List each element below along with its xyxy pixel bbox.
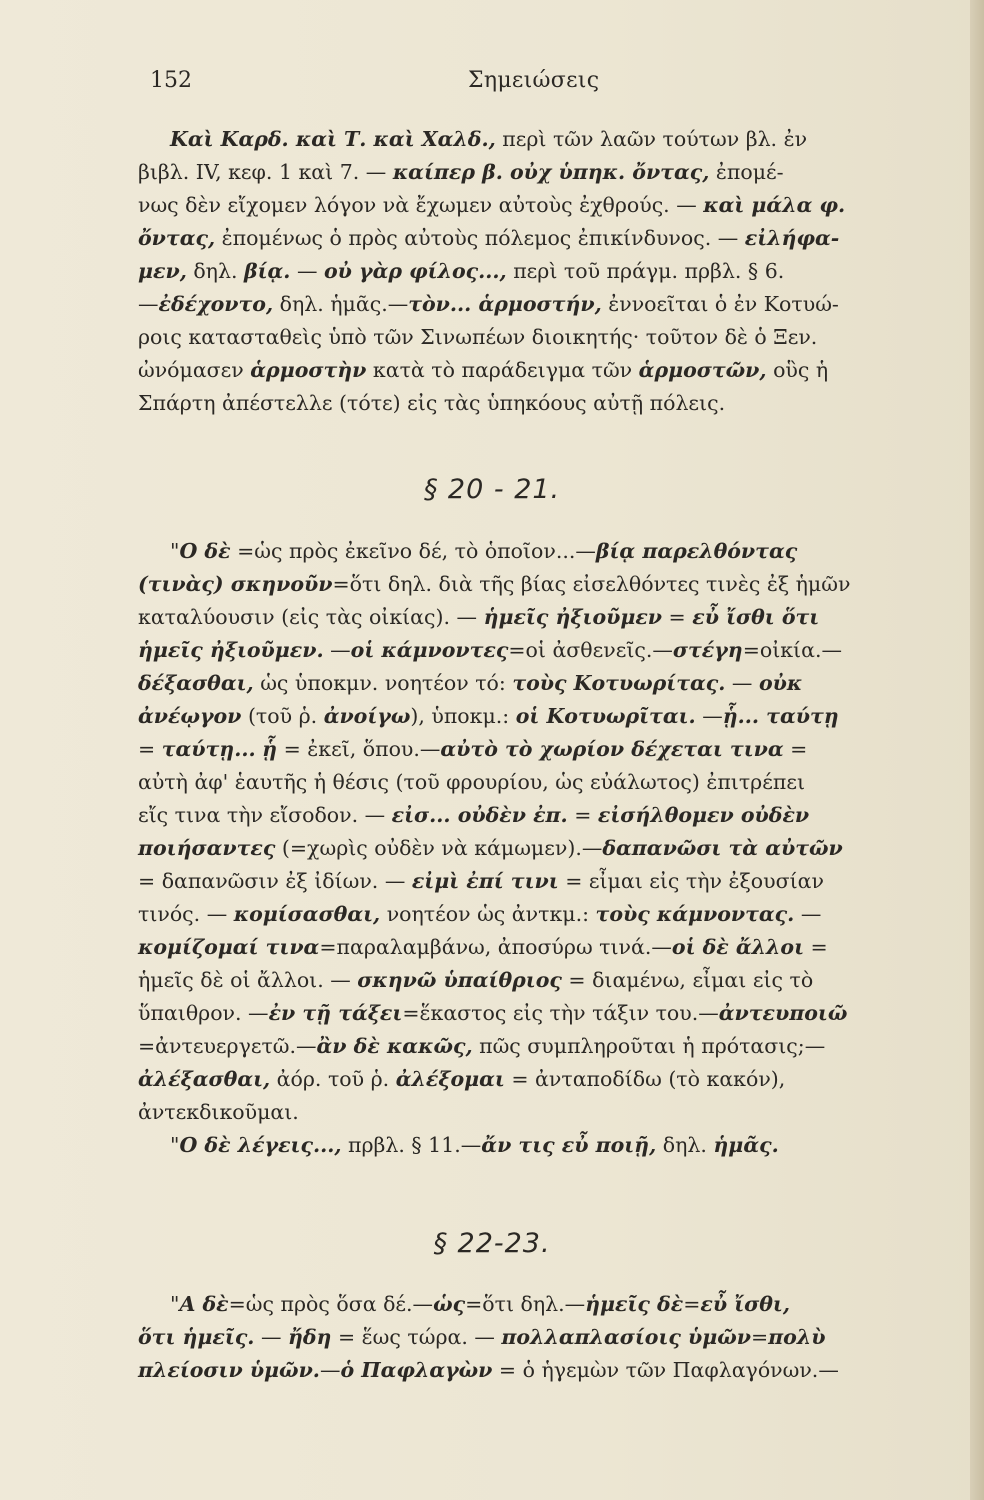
plain-text: =: [783, 737, 808, 761]
bold-term: καὶ μάλα φ.: [703, 193, 846, 217]
bold-term: εἰμὶ ἐπί τινι: [411, 869, 559, 893]
bold-term: ἡμεῖς ἠξιοῦμεν: [483, 605, 663, 629]
bold-term: ἀλέξασθαι,: [138, 1067, 271, 1091]
text-line: [138, 964, 938, 997]
plain-text: ἐννοεῖται ὁ ἐν Κοτυώ-: [601, 292, 839, 316]
plain-text: —: [695, 704, 723, 728]
plain-text: νοητέον ὡς ἀντκμ.:: [380, 902, 596, 926]
plain-text: ἡμεῖς δὲ οἱ ἄλλοι. —: [138, 968, 358, 992]
bold-term: ἡμεῖς ἠξιοῦμεν.: [138, 638, 324, 662]
bold-term: μεν,: [138, 259, 187, 283]
bold-term: ὡς: [433, 1292, 466, 1316]
plain-text: περὶ τοῦ πράγμ. πρβλ. § 6.: [506, 259, 785, 283]
text-line: [138, 354, 938, 387]
bold-term: ᾗ: [262, 737, 278, 761]
plain-text: =: [662, 605, 693, 629]
text-line: [138, 1288, 938, 1321]
bold-term: δαπανῶσι τὰ αὐτῶν: [602, 836, 843, 860]
bold-term: βίᾳ παρελθόντας: [595, 539, 798, 563]
bold-term: ἀντευποιῶ: [718, 1001, 848, 1025]
text-line: [138, 255, 938, 288]
bold-term: Καὶ Καρδ. καὶ Τ. καὶ Χαλδ.,: [170, 127, 496, 151]
page-number: 152: [150, 68, 192, 93]
plain-text: (=χωρὶς οὐδὲν νὰ κάμωμεν).—: [275, 836, 603, 860]
bold-term: εἰλήφα-: [744, 226, 840, 250]
plain-text: = ἕως τώρα. —: [331, 1325, 502, 1349]
text-line: [138, 733, 938, 766]
plain-text: ὡς ὑποκμν. νοητέον τό:: [253, 671, 513, 695]
section-heading-20-21: § 20 - 21.: [423, 474, 561, 505]
plain-text: ": [170, 1133, 180, 1157]
text-line: [138, 288, 938, 321]
plain-text: (τοῦ ῥ.: [241, 704, 324, 728]
plain-text: =: [683, 1292, 701, 1316]
plain-text: πρβλ. § 11.—: [341, 1133, 482, 1157]
plain-text: =οἰκία.—: [742, 638, 842, 662]
bold-term: σκηνῶ ὑπαίθριος: [357, 968, 562, 992]
bold-term: ἄν τις εὖ ποιῇ,: [481, 1133, 657, 1157]
bold-term: οἱ δὲ ἄλλοι: [671, 935, 805, 959]
text-line: [138, 535, 938, 568]
text-line: [138, 568, 938, 601]
bold-term: ὅτι ἡμεῖς.: [138, 1325, 255, 1349]
bold-term: ποιήσαντες: [138, 836, 276, 860]
plain-text: —: [138, 292, 159, 316]
text-line: [138, 865, 938, 898]
text-line: [138, 123, 938, 156]
text-line: [138, 799, 938, 832]
bold-term: βίᾳ.: [244, 259, 291, 283]
bold-term: ἡμεῖς δὲ: [585, 1292, 684, 1316]
plain-text: =: [750, 1325, 769, 1349]
plain-text: = διαμένω, εἶμαι εἰς τὸ: [561, 968, 814, 992]
bold-term: πλείοσιν ὑμῶν.: [138, 1358, 320, 1382]
text-line: [138, 667, 938, 700]
plain-text: ἐπομέ-: [709, 160, 784, 184]
text-line: [138, 601, 938, 634]
bold-term: αὐτὸ τὸ χωρίον δέχεται τινα: [440, 737, 784, 761]
bold-term: ἐν τῇ τάξει: [268, 1001, 403, 1025]
plain-text: ἐπομένως ὁ πρὸς αὐτοὺς πόλεμος ἐπικίνδυνος. —: [215, 226, 745, 250]
plain-text: =παραλαμβάνω, ἀποσύρω τινά.—: [319, 935, 672, 959]
bold-term: ἐδέχοντο,: [158, 292, 274, 316]
plain-text: = δαπανῶσιν ἐξ ἰδίων. —: [138, 869, 412, 893]
plain-text: οὓς ἡ: [766, 358, 829, 382]
bold-term: τὸν... ἁρμοστήν,: [408, 292, 602, 316]
text-line: [138, 898, 938, 931]
bold-term: τοὺς Κοτυωρίτας.: [512, 671, 726, 695]
plain-text: = ἐκεῖ, ὅπου.—: [277, 737, 441, 761]
bold-term: δέξασθαι,: [138, 671, 254, 695]
plain-text: ὕπαιθρον. —: [138, 1001, 269, 1025]
bold-term: καίπερ β. οὐχ ὑπηκ. ὄντας,: [392, 160, 710, 184]
plain-text: —: [794, 902, 822, 926]
plain-text: καταλύουσιν (εἰς τὰς οἰκίας). —: [138, 605, 484, 629]
bold-term: οὐκ: [758, 671, 803, 695]
plain-text: =ἀντευεργετῶ.—: [138, 1034, 317, 1058]
bold-term: ὁ Παφλαγὼν: [340, 1358, 493, 1382]
bold-term: τοὺς κάμνοντας.: [595, 902, 795, 926]
text-line: [138, 222, 938, 255]
plain-text: δηλ.: [656, 1133, 714, 1157]
plain-text: =ὅτι δηλ. διὰ τῆς βίας εἰσελθόντες τινὲς ἐξ ἡμῶν: [332, 572, 851, 596]
plain-text: νως δὲν εἴχομεν λόγον νὰ ἔχωμεν αὐτοὺς ἐχθρούς. —: [138, 193, 704, 217]
notes-paragraph-3: [138, 1288, 938, 1387]
plain-text: ": [170, 539, 180, 563]
bold-term: Α δὲ: [179, 1292, 229, 1316]
plain-text: ), ὑποκμ.:: [410, 704, 516, 728]
bold-term: ἡμᾶς.: [713, 1133, 779, 1157]
plain-text: κατὰ τὸ παράδειγμα τῶν: [366, 358, 639, 382]
notes-paragraph-2: [138, 535, 938, 1162]
bold-term: ᾗ... ταύτῃ: [722, 704, 839, 728]
page-edge: [970, 0, 984, 1500]
plain-text: ἀντεκδικοῦμαι.: [138, 1100, 299, 1124]
running-title: Σημειώσεις: [468, 68, 600, 93]
bold-term: εὖ ἴσθι ὅτι: [692, 605, 820, 629]
plain-text: =ἕκαστος εἰς τὴν τάξιν του.—: [402, 1001, 719, 1025]
bold-term: κομίσασθαι,: [233, 902, 381, 926]
bold-term: Ο δὲ: [179, 539, 231, 563]
plain-text: περὶ τῶν λαῶν τούτων βλ. ἐν: [495, 127, 808, 151]
plain-text: δηλ.: [186, 259, 244, 283]
plain-text: = ὁ ἡγεμὼν τῶν Παφλαγόνων.—: [492, 1358, 839, 1382]
bold-term: εἰσήλθομεν οὐδὲν: [597, 803, 810, 827]
plain-text: =ὅτι δηλ.—: [465, 1292, 586, 1316]
text-line: [138, 1096, 938, 1129]
running-header: [150, 68, 930, 108]
plain-text: —: [725, 671, 759, 695]
plain-text: —: [319, 1358, 341, 1382]
text-line: [138, 1129, 938, 1162]
text-line: [138, 1030, 938, 1063]
text-line: [138, 832, 938, 865]
bold-term: πολλαπλασίοις ὑμῶν: [501, 1325, 751, 1349]
plain-text: =οἱ ἀσθενεῖς.—: [508, 638, 673, 662]
plain-text: —: [323, 638, 351, 662]
plain-text: —: [254, 1325, 288, 1349]
bold-term: ἁρμοστὴν: [250, 358, 367, 382]
bold-term: ἀλέξομαι: [395, 1067, 505, 1091]
plain-text: δηλ. ἡμᾶς.—: [273, 292, 409, 316]
text-line: [138, 1321, 938, 1354]
bold-term: ὄντας,: [138, 226, 216, 250]
text-line: [138, 321, 938, 354]
plain-text: τινός. —: [138, 902, 234, 926]
plain-text: Σπάρτη ἀπέστελλε (τότε) εἰς τὰς ὑπηκόους αὐτῇ πόλεις.: [138, 391, 726, 415]
plain-text: ἀόρ. τοῦ ῥ.: [270, 1067, 396, 1091]
text-line: [138, 1354, 938, 1387]
plain-text: = ἀνταποδίδω (τὸ κακόν),: [504, 1067, 786, 1091]
text-line: [138, 931, 938, 964]
bold-term: ἂν δὲ κακῶς,: [316, 1034, 473, 1058]
text-line: [138, 634, 938, 667]
text-line: [138, 189, 938, 222]
bold-term: οὐ γὰρ φίλος...,: [324, 259, 507, 283]
text-line: [138, 997, 938, 1030]
bold-term: στέγη: [672, 638, 743, 662]
text-line: [138, 387, 938, 420]
bold-term: ἤδη: [287, 1325, 332, 1349]
plain-text: —: [290, 259, 324, 283]
bold-term: πολὺ: [768, 1325, 826, 1349]
bold-term: ἁρμοστῶν,: [638, 358, 767, 382]
bold-term: ταύτῃ...: [161, 737, 256, 761]
text-line: [138, 156, 938, 189]
bold-term: κομίζομαί τινα: [138, 935, 320, 959]
plain-text: = εἶμαι εἰς τὴν ἐξουσίαν: [558, 869, 824, 893]
text-line: [138, 766, 938, 799]
text-line: [138, 700, 938, 733]
plain-text: ροις κατασταθεὶς ὑπὸ τῶν Σινωπέων διοικητής· τοῦτον δὲ ὁ Ξεν.: [138, 325, 818, 349]
plain-text: ": [170, 1292, 180, 1316]
plain-text: =: [567, 803, 598, 827]
plain-text: αὐτὴ ἀφ' ἑαυτῆς ἡ θέσις (τοῦ φρουρίου, ὡς εὐάλωτος) ἐπιτρέπει: [138, 770, 805, 794]
plain-text: βιβλ. IV, κεφ. 1 καὶ 7. —: [138, 160, 393, 184]
bold-term: οἱ Κοτυωρῖται.: [515, 704, 696, 728]
bold-term: ἀνέῳγον: [138, 704, 242, 728]
plain-text: ὠνόμασεν: [138, 358, 251, 382]
plain-text: =ὡς πρὸς ἐκεῖνο δέ, τὸ ὁποῖον...—: [230, 539, 596, 563]
bold-term: εἰσ... οὐδὲν ἐπ.: [391, 803, 568, 827]
bold-term: (τινὰς) σκηνοῦν: [138, 572, 333, 596]
text-line: [138, 1063, 938, 1096]
bold-term: Ο δὲ λέγεις...,: [179, 1133, 342, 1157]
plain-text: εἴς τινα τὴν εἴσοδον. —: [138, 803, 392, 827]
plain-text: =: [138, 737, 162, 761]
bold-term: οἱ κάμνοντες: [350, 638, 509, 662]
bold-term: εὖ ἴσθι,: [700, 1292, 790, 1316]
plain-text: =ὡς πρὸς ὅσα δέ.—: [228, 1292, 434, 1316]
plain-text: πῶς συμπληροῦται ἡ πρότασις;—: [472, 1034, 826, 1058]
plain-text: =: [804, 935, 828, 959]
notes-paragraph-1: [138, 123, 938, 420]
section-heading-22-23: § 22-23.: [433, 1228, 551, 1259]
bold-term: ἀνοίγω: [323, 704, 411, 728]
